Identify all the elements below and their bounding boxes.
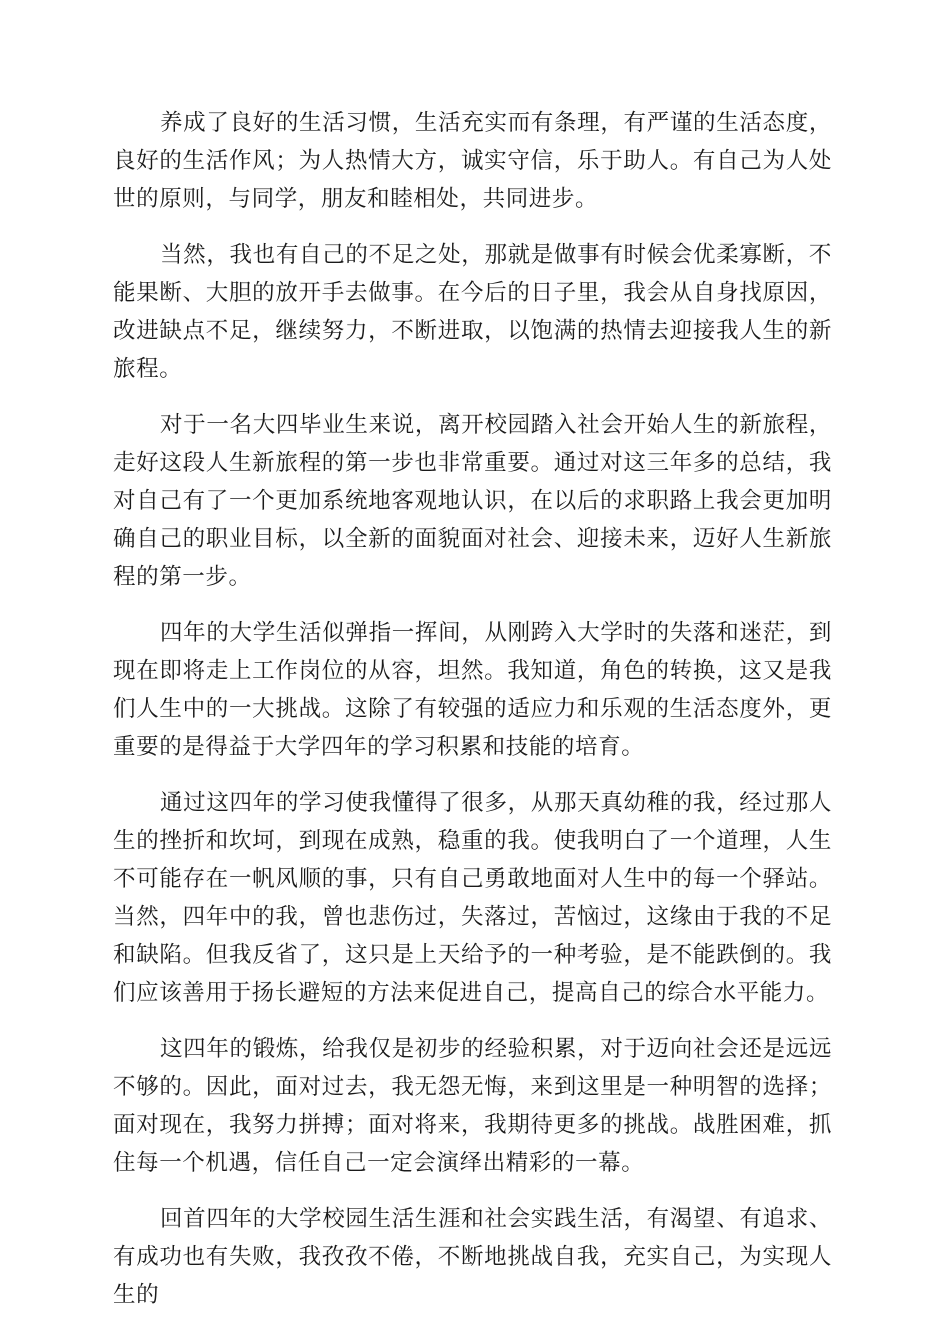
paragraph-retrospect: 回首四年的大学校园生活生涯和社会实践生活，有渴望、有追求、有成功也有失败，我孜孜不倦，不断地挑战自我，充实自己，为实现人生的 — [113, 1206, 832, 1308]
paragraph-shortcomings: 当然，我也有自己的不足之处，那就是做事有时候会优柔寡断，不能果断、大胆的放开手去做事。在今后的日子里，我会从自身找原因，改进缺点不足，继续努力，不断进取，以饱满的热情去迎接我人生的新旅程。 — [113, 242, 832, 382]
paragraph-habits: 养成了良好的生活习惯，生活充实而有条理，有严谨的生活态度，良好的生活作风；为人热情大方，诚实守信，乐于助人。有自己为人处世的原则，与同学，朋友和睦相处，共同进步。 — [113, 110, 832, 212]
paragraph-training: 这四年的锻炼，给我仅是初步的经验积累，对于迈向社会还是远远不够的。因此，面对过去，我无怨无悔，来到这里是一种明智的选择；面对现在，我努力拼搏；面对将来，我期待更多的挑战。战胜困难，抓住每一个机遇，信任自己一定会演绎出精彩的一幕。 — [113, 1036, 832, 1176]
paragraph-university-life: 四年的大学生活似弹指一挥间，从刚跨入大学时的失落和迷茫，到现在即将走上工作岗位的从容，坦然。我知道，角色的转换，这又是我们人生中的一大挑战。这除了有较强的适应力和乐观的生活态度外，更重要的是得益于大学四年的学习积累和技能的培育。 — [113, 620, 832, 760]
paragraph-growth: 通过这四年的学习使我懂得了很多，从那天真幼稚的我，经过那人生的挫折和坎坷，到现在成熟，稳重的我。使我明白了一个道理，人生不可能存在一帆风顺的事，只有自己勇敢地面对人生中的每一个驿站。当然，四年中的我，曾也悲伤过，失落过，苦恼过，这缘由于我的不足和缺陷。但我反省了，这只是上天给予的一种考验，是不能跌倒的。我们应该善用于扬长避短的方法来促进自己，提高自己的综合水平能力。 — [113, 790, 832, 1006]
paragraph-new-journey: 对于一名大四毕业生来说，离开校园踏入社会开始人生的新旅程，走好这段人生新旅程的第一步也非常重要。通过对这三年多的总结，我对自己有了一个更加系统地客观地认识，在以后的求职路上我会更加明确自己的职业目标，以全新的面貌面对社会、迎接未来，迈好人生新旅程的第一步。 — [113, 412, 832, 590]
document-body — [113, 104, 832, 1332]
